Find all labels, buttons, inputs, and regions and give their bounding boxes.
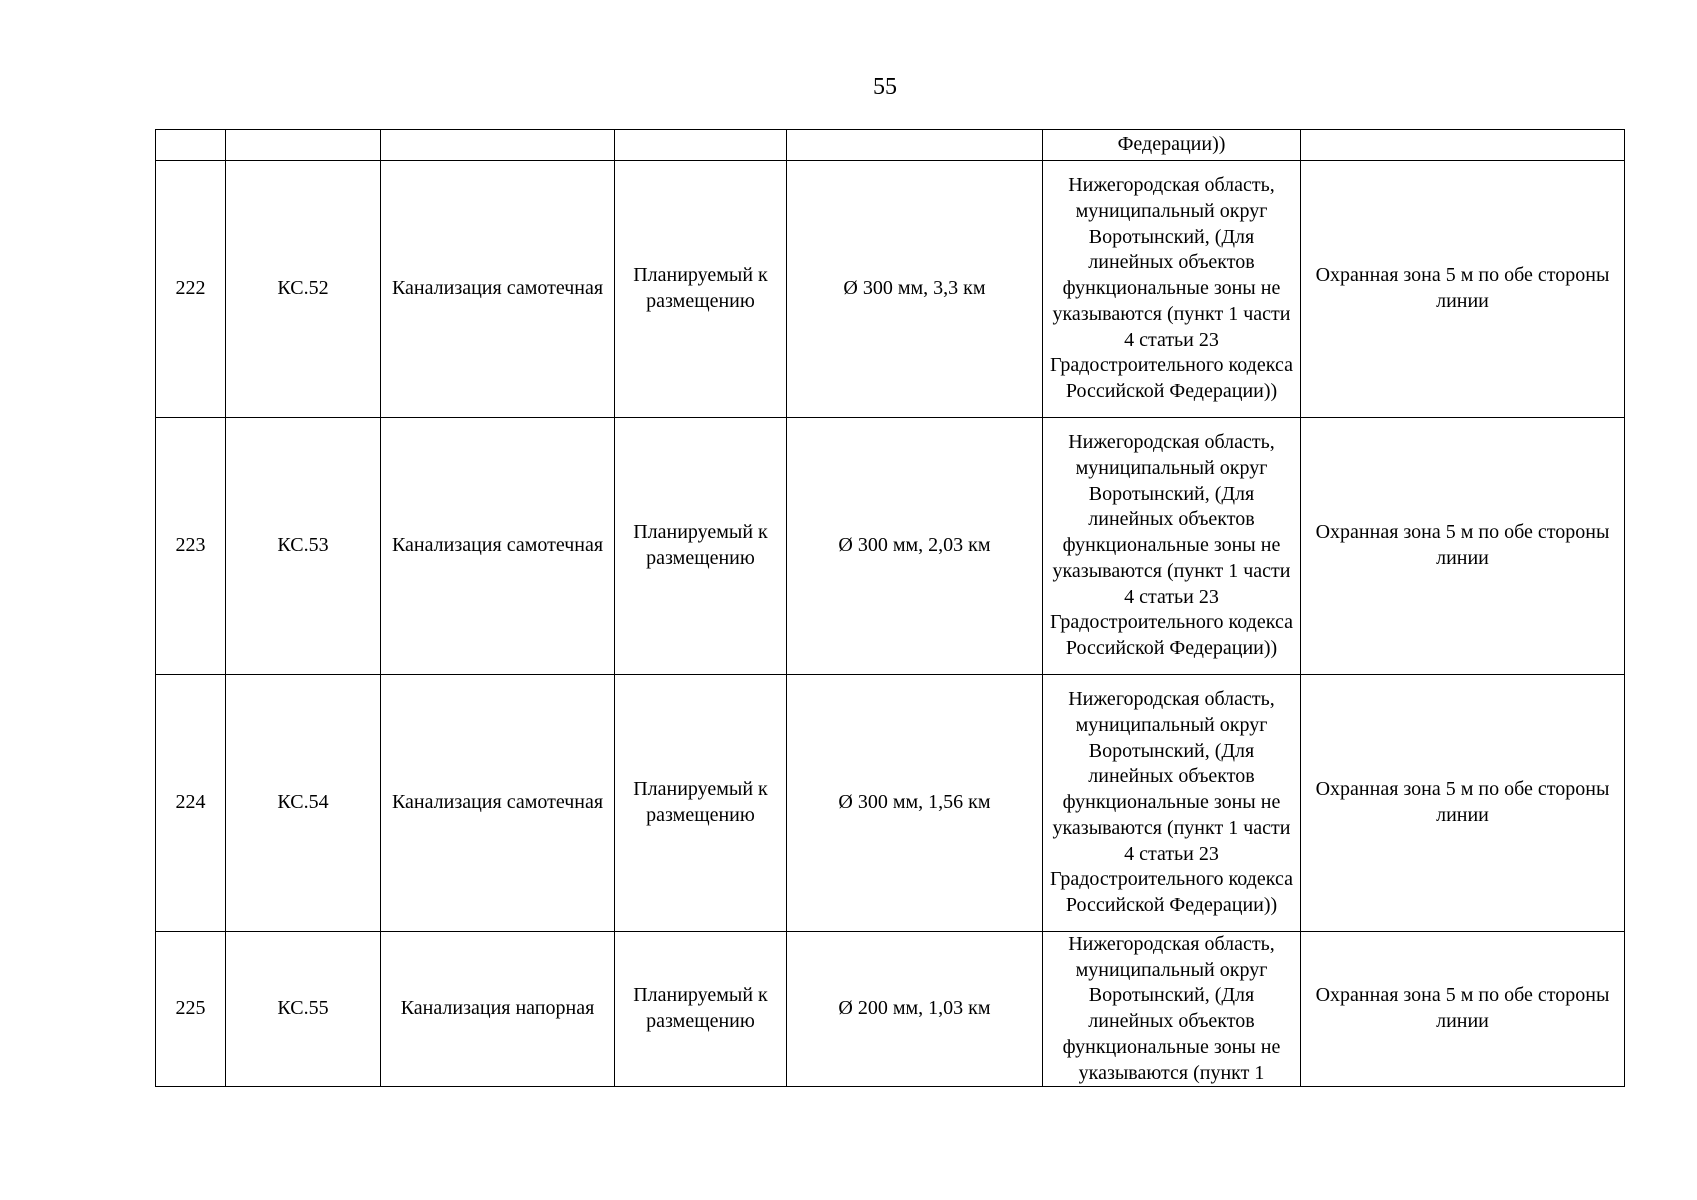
table-row (156, 161, 1625, 418)
cell-status: Планируемый к размещению (615, 418, 787, 675)
table-row (156, 932, 1625, 1087)
cell-status (615, 130, 787, 161)
cell-status: Планируемый к размещению (615, 932, 787, 1087)
page-number: 55 (873, 74, 897, 100)
cell-num: 224 (156, 675, 226, 932)
cell-status: Планируемый к размещению (615, 675, 787, 932)
cell-name (381, 130, 615, 161)
cell-code: КС.52 (226, 161, 381, 418)
cell-params: Ø 300 мм, 2,03 км (787, 418, 1043, 675)
cell-location: Нижегородская область, муниципальный округ Воротынский, (Для линейных объектов функциональные зоны не указываются (пункт 1 (1043, 932, 1301, 1087)
cell-zone: Охранная зона 5 м по обе стороны линии (1301, 675, 1625, 932)
cell-num: 223 (156, 418, 226, 675)
cell-location: Нижегородская область, муниципальный округ Воротынский, (Для линейных объектов функциональные зоны не указываются (пункт 1 части 4 статьи 23 Градостроительного кодекса Российской Федерации)) (1043, 161, 1301, 418)
cell-name: Канализация напорная (381, 932, 615, 1087)
cell-params: Ø 200 мм, 1,03 км (787, 932, 1043, 1087)
cell-num: 225 (156, 932, 226, 1087)
cell-params: Ø 300 мм, 3,3 км (787, 161, 1043, 418)
cell-zone: Охранная зона 5 м по обе стороны линии (1301, 418, 1625, 675)
cell-location: Федерации)) (1043, 130, 1301, 161)
cell-num (156, 130, 226, 161)
cell-zone: Охранная зона 5 м по обе стороны линии (1301, 161, 1625, 418)
table-row-continuation (156, 130, 1625, 161)
cell-name: Канализация самотечная (381, 161, 615, 418)
cell-name: Канализация самотечная (381, 675, 615, 932)
cell-zone (1301, 130, 1625, 161)
cell-status: Планируемый к размещению (615, 161, 787, 418)
cell-location: Нижегородская область, муниципальный округ Воротынский, (Для линейных объектов функциональные зоны не указываются (пункт 1 части 4 статьи 23 Градостроительного кодекса Российской Федерации)) (1043, 675, 1301, 932)
cell-code (226, 130, 381, 161)
cell-name: Канализация самотечная (381, 418, 615, 675)
objects-table (155, 129, 1625, 1087)
cell-code: КС.55 (226, 932, 381, 1087)
cell-params: Ø 300 мм, 1,56 км (787, 675, 1043, 932)
cell-params (787, 130, 1043, 161)
cell-zone: Охранная зона 5 м по обе стороны линии (1301, 932, 1625, 1087)
cell-code: КС.53 (226, 418, 381, 675)
cell-num: 222 (156, 161, 226, 418)
cell-location: Нижегородская область, муниципальный округ Воротынский, (Для линейных объектов функциональные зоны не указываются (пункт 1 части 4 статьи 23 Градостроительного кодекса Российской Федерации)) (1043, 418, 1301, 675)
cell-code: КС.54 (226, 675, 381, 932)
table-row (156, 675, 1625, 932)
table-row (156, 418, 1625, 675)
